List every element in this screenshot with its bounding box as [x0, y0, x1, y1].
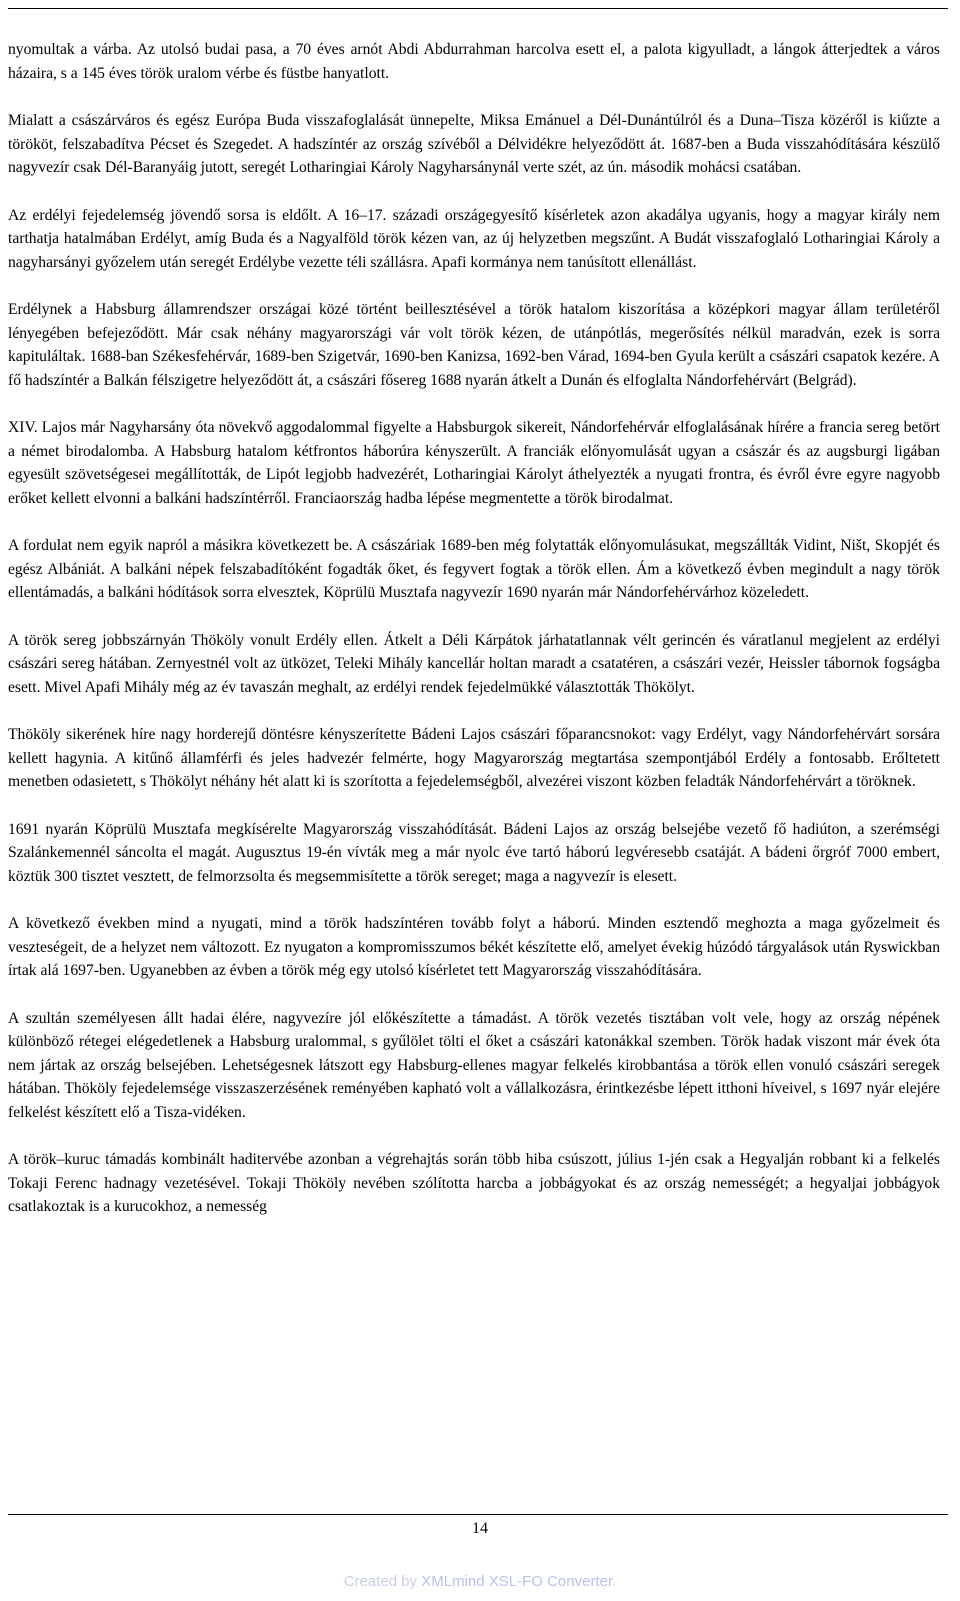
- converter-link[interactable]: XMLmind XSL-FO Converter: [421, 1573, 613, 1590]
- paragraph-7: A török sereg jobbszárnyán Thököly vonult Erdély ellen. Átkelt a Déli Kárpátok járhatatlannak vélt gerincén és váratlanul megjelent az erdélyi császári sereg hátában. Zernyestnél volt az ütközet, Teleki Mihály kancellár holtan maradt a csatatéren, a császári vezér, Heissler tábornok fogságba esett. Mivel Apafi Mihály még az év tavaszán meghalt, az erdélyi rendek fejedelmükké választották Thökölyt.: [8, 631, 940, 696]
- paragraph-1: nyomultak a várba. Az utolsó budai pasa, a 70 éves arnót Abdi Abdurrahman harcolva esett el, a palota kigyulladt, a lángok átterjedtek a város házaira, s a 145 éves török uralom vérbe és füstbe hanyatlott.: [8, 41, 940, 82]
- paragraph-4: Erdélynek a Habsburg államrendszer országai közé történt beillesztésével a török hatalom kiszorítása a középkori magyar állam területéről lényegében befejeződött. Már csak néhány magyarországi vár volt török kézen, de utánpótlás, megerősítés nélkül maradván, ezek is sorra kapituláltak. 1688-ban Székesfehérvár, 1689-ben Szigetvár, 1690-ben Kanizsa, 1692-ben Várad, 1694-ben Gyula került a császári csapatok kezére. A fő hadszíntér a Balkán félszigetre helyeződött át, a császári fősereg 1688 nyarán átkelt a Dunán és elfoglalta Nándorfehérvárt (Belgrád).: [8, 301, 940, 389]
- paragraph-10: A következő években mind a nyugati, mind a török hadszíntéren tovább folyt a háború. Minden esztendő meghozta a maga győzelmeit és veszteségeit, de a helyzet nem változott. Ez nyugaton a kompromisszumos békét készítette elő, amelyet évekig húzódó tárgyalások után Ryswickban írtak alá 1697-ben. Ugyanebben az évben a török még egy utolsó kísérletet tett Magyarország visszahódítására.: [8, 915, 940, 979]
- paragraph-6: A fordulat nem egyik napról a másikra következett be. A császáriak 1689-ben még folytatták előnyomulásukat, megszállták Vidint, Ništ, Skopjét és egész Albániát. A balkáni népek felszabadítóként fogadták őket, és fegyvert fogtak a török ellen. Ám a következő évben megindult a nagy török ellentámadás, a balkáni hódítások sorra elvesztek, Köprülü Musztafa nagyvezír 1690 nyarán már Nándorfehérvárhoz közeledett.: [8, 537, 940, 601]
- generator-footer: [0, 1573, 960, 1590]
- paragraph-3: Az erdélyi fejedelemség jövendő sorsa is eldőlt. A 16–17. századi országegyesítő kísérletek azon akadálya ugyanis, hogy a magyar király nem tarthatja hatalmában Erdélyt, amíg Buda és a Nagyalföld török kézen van, az új helyzetben megszűnt. A Budát visszafoglaló Lotharingiai Károly a nagyharsányi győzelem után seregét Erdélybe vezette téli szállásra. Apafi kormánya nem tanúsított ellenállást.: [8, 206, 940, 271]
- footer-suffix: .: [612, 1573, 617, 1590]
- paragraph-8: Thököly sikerének híre nagy horderejű döntésre kényszerítette Bádeni Lajos császári főparancsnokot: vagy Erdélyt, vagy Nándorfehérvárt sorsára kellett hagynia. A kitűnő államférfi és jeles hadvezér felmérte, hogy Magyarország megtartása szempontjából Erdély a fontosabb. Erőltetett menetben odasietett, s Thökölyt néhány hét alatt ki is szorította a fejedelemségből, alvezérei viszont közben feladták Nándorfehérvárt a töröknek.: [8, 726, 940, 790]
- header-rule: [8, 8, 948, 9]
- paragraph-2: Mialatt a császárváros és egész Európa Buda visszafoglalását ünnepelte, Miksa Emánuel a Dél-Dunántúlról és a Duna–Tisza közéről is kiűzte a törököt, felszabadítva Pécset és Szegedet. A hadszíntér az ország szívéből a Délvidékre helyeződött át. 1687-ben a Buda visszahódítására készülő nagyvezír csak Dél-Baranyáig jutott, seregét Lotharingiai Károly Nagyharsánynál verte szét, az ún. második mohácsi csatában.: [8, 112, 940, 176]
- document-body: [8, 38, 940, 1243]
- paragraph-11: A szultán személyesen állt hadai élére, nagyvezíre jól előkészítette a támadást. A török vezetés tisztában volt vele, hogy az ország népének különböző rétegei elégedetlenek a Habsburg uralommal, s gyűlölet tölti el őket a császári katonákkal szemben. Török hadak viszont már évek óta nem jártak az ország belsejében. Lehetségesnek látszott egy Habsburg-ellenes magyar felkelés kirobbantása a török ellen vonuló császári seregek hátában. Thököly fejedelemsége visszaszerzésének reményében kapható volt a vállalkozásra, érintkezésbe lépett itthoni híveivel, s 1697 nyár elejére felkelést készített elő a Tisza-vidéken.: [8, 1009, 940, 1121]
- page-number: 14: [472, 1520, 488, 1537]
- paragraph-12: A török–kuruc támadás kombinált haditervébe azonban a végrehajtás során több hiba csúszott, július 1-jén csak a Hegyalján robbant ki a felkelés Tokaji Ferenc hadnagy vezetésével. Tokaji Thököly nevében szólította harcba a jobbágyokat és az ország nemességét; a hegyaljai jobbágyok csatlakoztak is a kurucokhoz, a nemesség: [8, 1151, 940, 1215]
- paragraph-5: XIV. Lajos már Nagyharsány óta növekvő aggodalommal figyelte a Habsburgok sikereit, Nándorfehérvár elfoglalásának hírére a francia sereg betört a német birodalomba. A Habsburg hatalom kétfrontos háborúra kényszerült. A franciák előnyomulását ugyan a császár és az augsburgi ligában egyesült szövetségesei megállították, de Lipót legjobb hadvezérét, Lotharingiai Károlyt áthelyezték a nyugati frontra, és évről évre egyre nagyobb erőket kellett elvonni a balkáni hadszíntérről. Franciaország hadba lépése megmentette a török birodalmat.: [8, 419, 940, 507]
- footer-prefix: Created by: [343, 1573, 422, 1590]
- paragraph-9: 1691 nyarán Köprülü Musztafa megkísérelte Magyarország visszahódítását. Bádeni Lajos az ország belsejébe vezető fő hadiúton, a szerémségi Szalánkemennél sáncolta el magát. Augusztus 19-én vívták meg a már nyolc éve tartó háború legvéresebb csatáját. A bádeni őrgróf 7000 embert, köztük 300 tisztet vesztett, de felmorzsolta és megsemmisítette a török sereget; maga a nagyvezír is elesett.: [8, 820, 940, 885]
- footer-rule: [8, 1514, 948, 1515]
